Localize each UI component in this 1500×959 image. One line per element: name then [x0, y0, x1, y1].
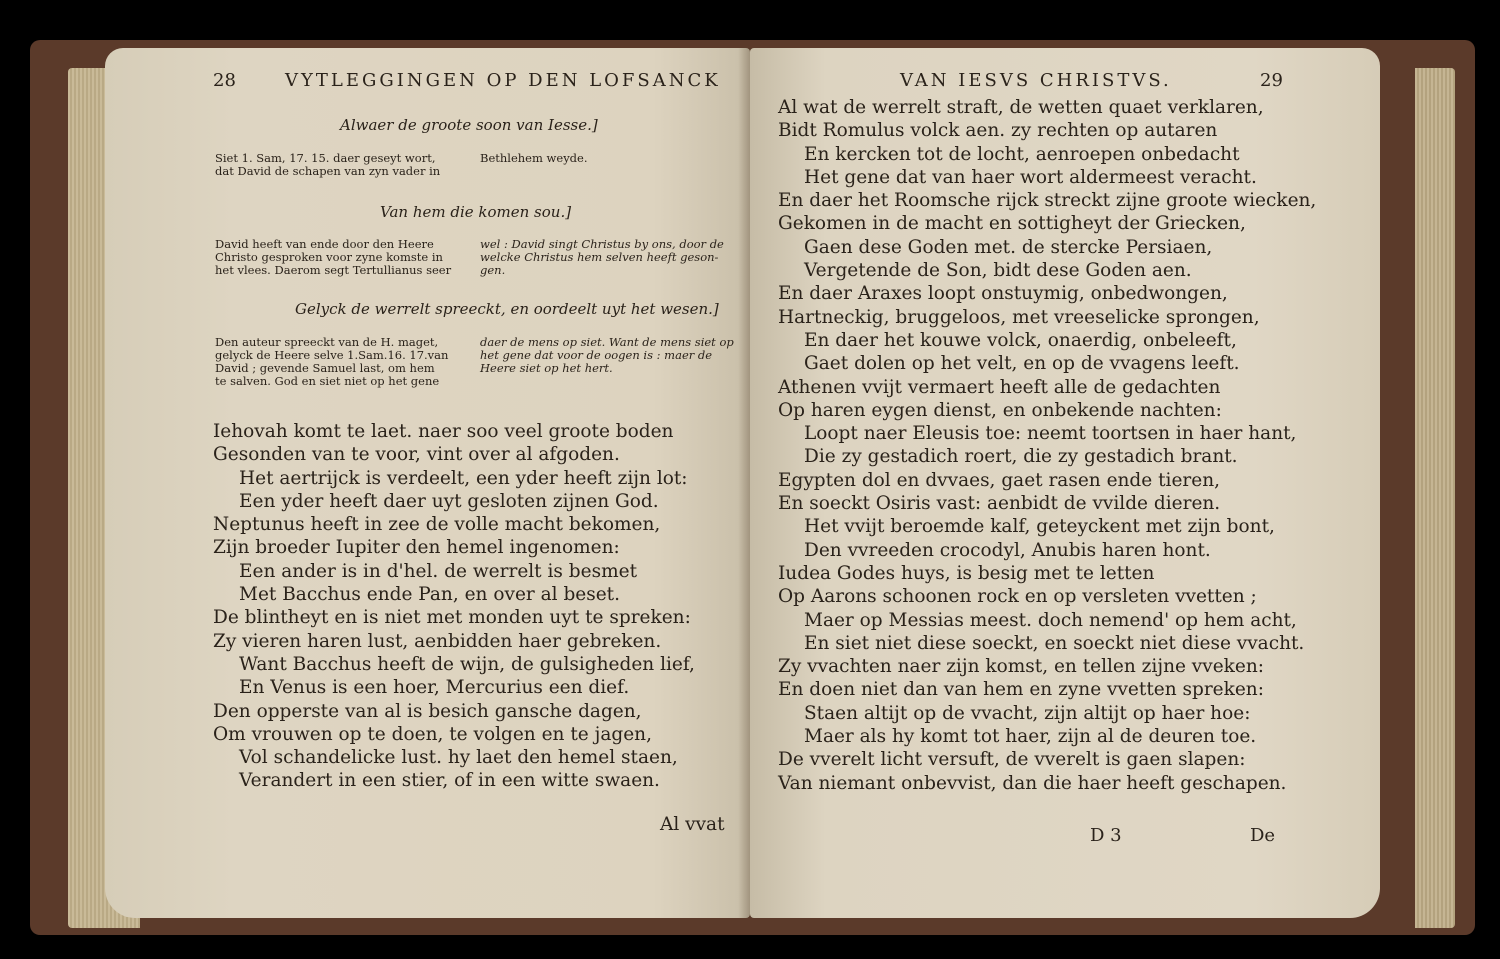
- verse-line: Egypten dol en dvvaes, gaet rasen ende tieren,: [778, 469, 1220, 491]
- verse-line: Maer als hy komt tot haer, zijn al de deuren toe.: [804, 726, 1257, 748]
- verse-line: De blintheyt en is niet met monden uyt te spreken:: [213, 607, 691, 629]
- verse-line: Loopt naer Eleusis toe: neemt toortsen in haer hant,: [804, 423, 1297, 445]
- note-2-col-b: wel : David singt Christus by ons, door de welcke Christus hem selven heeft geson- gen.: [480, 237, 724, 277]
- verse-line: En Venus is een hoer, Mercurius een dief.: [239, 677, 630, 699]
- right-running-head: VAN IESVS CHRISTVS.: [900, 70, 1172, 91]
- left-catchword: Al vvat: [660, 814, 725, 835]
- verse-line: Op Aarons schoonen rock en op versleten vvetten ;: [778, 586, 1257, 608]
- right-page: [750, 48, 1380, 918]
- verse-line: Gesonden van te voor, vint over al afgoden.: [213, 444, 620, 466]
- verse-line: Gaet dolen op het velt, en op de vvagens leeft.: [804, 353, 1240, 375]
- verse-line: Die zy gestadich roert, die zy gestadich brant.: [804, 446, 1238, 468]
- right-page-edges: [1415, 68, 1455, 928]
- verse-line: Athenen vvijt vermaert heeft alle de gedachten: [778, 376, 1221, 398]
- verse-line: Iehovah komt te laet. naer soo veel groote boden: [213, 421, 674, 442]
- verse-line: Vergetende de Son, bidt dese Goden aen.: [804, 260, 1192, 282]
- verse-line: Den opperste van al is besich gansche dagen,: [213, 700, 642, 722]
- note-1-col-b: Bethlehem weyde.: [480, 151, 588, 165]
- left-page: [105, 48, 750, 918]
- lemma-3: Gelyck de werrelt spreeckt, en oordeelt uyt het wesen.]: [295, 300, 719, 318]
- verse-line: Van niemant onbevvist, dan die haer heeft geschapen.: [778, 772, 1287, 794]
- note-3-col-b: daer de mens op siet. Want de mens siet op het gene dat voor de oogen is : maer de Heere siet op het hert.: [480, 335, 734, 375]
- verse-line: Iudea Godes huys, is besig met te letten: [778, 562, 1155, 584]
- verse-line: En daer het Roomsche rijck streckt zijne groote wiecken,: [778, 190, 1317, 212]
- verse-line: Hartneckig, bruggeloos, met vreeselicke sprongen,: [778, 306, 1260, 328]
- lemma-1: Alwaer de groote soon van Iesse.]: [340, 116, 598, 134]
- verse-line: Maer op Messias meest. doch nemend' op hem acht,: [804, 609, 1297, 631]
- verse-line: Een yder heeft daer uyt gesloten zijnen God.: [239, 490, 659, 512]
- verse-line: Het aertrijck is verdeelt, een yder heeft zijn lot:: [239, 467, 688, 489]
- verse-line: Den vvreeden crocodyl, Anubis haren hont.: [804, 539, 1211, 561]
- verse-line: En doen niet dan van hem en zyne vvetten spreken:: [778, 679, 1264, 701]
- verse-line: Want Bacchus heeft de wijn, de gulsigheden lief,: [239, 653, 695, 675]
- verse-line: Met Bacchus ende Pan, en over al beset.: [239, 584, 620, 606]
- left-page-number: 28: [213, 70, 236, 91]
- verse-line: Staen altijt op de vvacht, zijn altijt op haer hoe:: [804, 702, 1251, 724]
- verse-line: Bidt Romulus volck aen. zy rechten op autaren: [778, 120, 1218, 142]
- verse-line: Zy vvachten naer zijn komst, en tellen zijne vveken:: [778, 656, 1264, 678]
- verse-line: Gekomen in de macht en sottigheyt der Griecken,: [778, 213, 1246, 235]
- open-book: [30, 40, 1475, 935]
- verse-line: Om vrouwen op te doen, te volgen en te jagen,: [213, 723, 652, 745]
- verse-line: En daer Araxes loopt onstuymig, onbedwongen,: [778, 283, 1228, 305]
- verse-line: Zijn broeder Iupiter den hemel ingenomen:: [213, 537, 620, 559]
- verse-line: De vverelt licht versuft, de vverelt is gaen slapen:: [778, 749, 1246, 771]
- verse-line: Het vvijt beroemde kalf, geteyckent met zijn bont,: [804, 516, 1275, 538]
- verse-line: En daer het kouwe volck, onaerdig, onbeleeft,: [804, 329, 1237, 351]
- verse-line: En kercken tot de locht, aenroepen onbedacht: [804, 143, 1240, 165]
- note-1-col-a: Siet 1. Sam, 17. 15. daer geseyt wort, dat David de schapen van zyn vader in: [215, 151, 441, 178]
- verse-line: Zy vieren haren lust, aenbidden haer gebreken.: [213, 630, 662, 652]
- verse-line: En soeckt Osiris vast: aenbidt de vvilde dieren.: [778, 493, 1221, 515]
- verse-line: Al wat de werrelt straft, de wetten quaet verklaren,: [778, 97, 1264, 118]
- verse-line: Verandert in een stier, of in een witte swaen.: [239, 770, 660, 792]
- verse-line: Op haren eygen dienst, en onbekende nachten:: [778, 399, 1222, 421]
- note-3-col-a: Den auteur spreeckt van de H. maget, gelyck de Heere selve 1.Sam.16. 17.van David ; gevende Samuel last, om hem te salven. God en siet niet op het gene: [215, 335, 449, 388]
- verse-line: Neptunus heeft in zee de volle macht bekomen,: [213, 514, 661, 536]
- verse-line: Vol schandelicke lust. hy laet den hemel staen,: [239, 747, 678, 769]
- signature-mark: D 3: [1090, 825, 1122, 846]
- left-verse-block: [213, 420, 695, 793]
- right-catchword: De: [1250, 825, 1276, 846]
- verse-line: En siet niet diese soeckt, en soeckt niet diese vvacht.: [804, 632, 1305, 654]
- verse-line: Een ander is in d'hel. de werrelt is besmet: [239, 560, 638, 582]
- verse-line: Gaen dese Goden met. de stercke Persiaen,: [804, 236, 1213, 258]
- lemma-2: Van hem die komen sou.]: [380, 203, 572, 221]
- right-page-number: 29: [1260, 70, 1283, 91]
- verse-line: Het gene dat van haer wort aldermeest veracht.: [804, 166, 1257, 188]
- left-running-head: VYTLEGGINGEN OP DEN LOFSANCK: [285, 70, 721, 91]
- note-2-col-a: David heeft van ende door den Heere Christo gesproken voor zyne komste in het vlees. Daerom segt Tertullianus seer: [215, 237, 452, 277]
- right-verse-block: [778, 96, 1316, 795]
